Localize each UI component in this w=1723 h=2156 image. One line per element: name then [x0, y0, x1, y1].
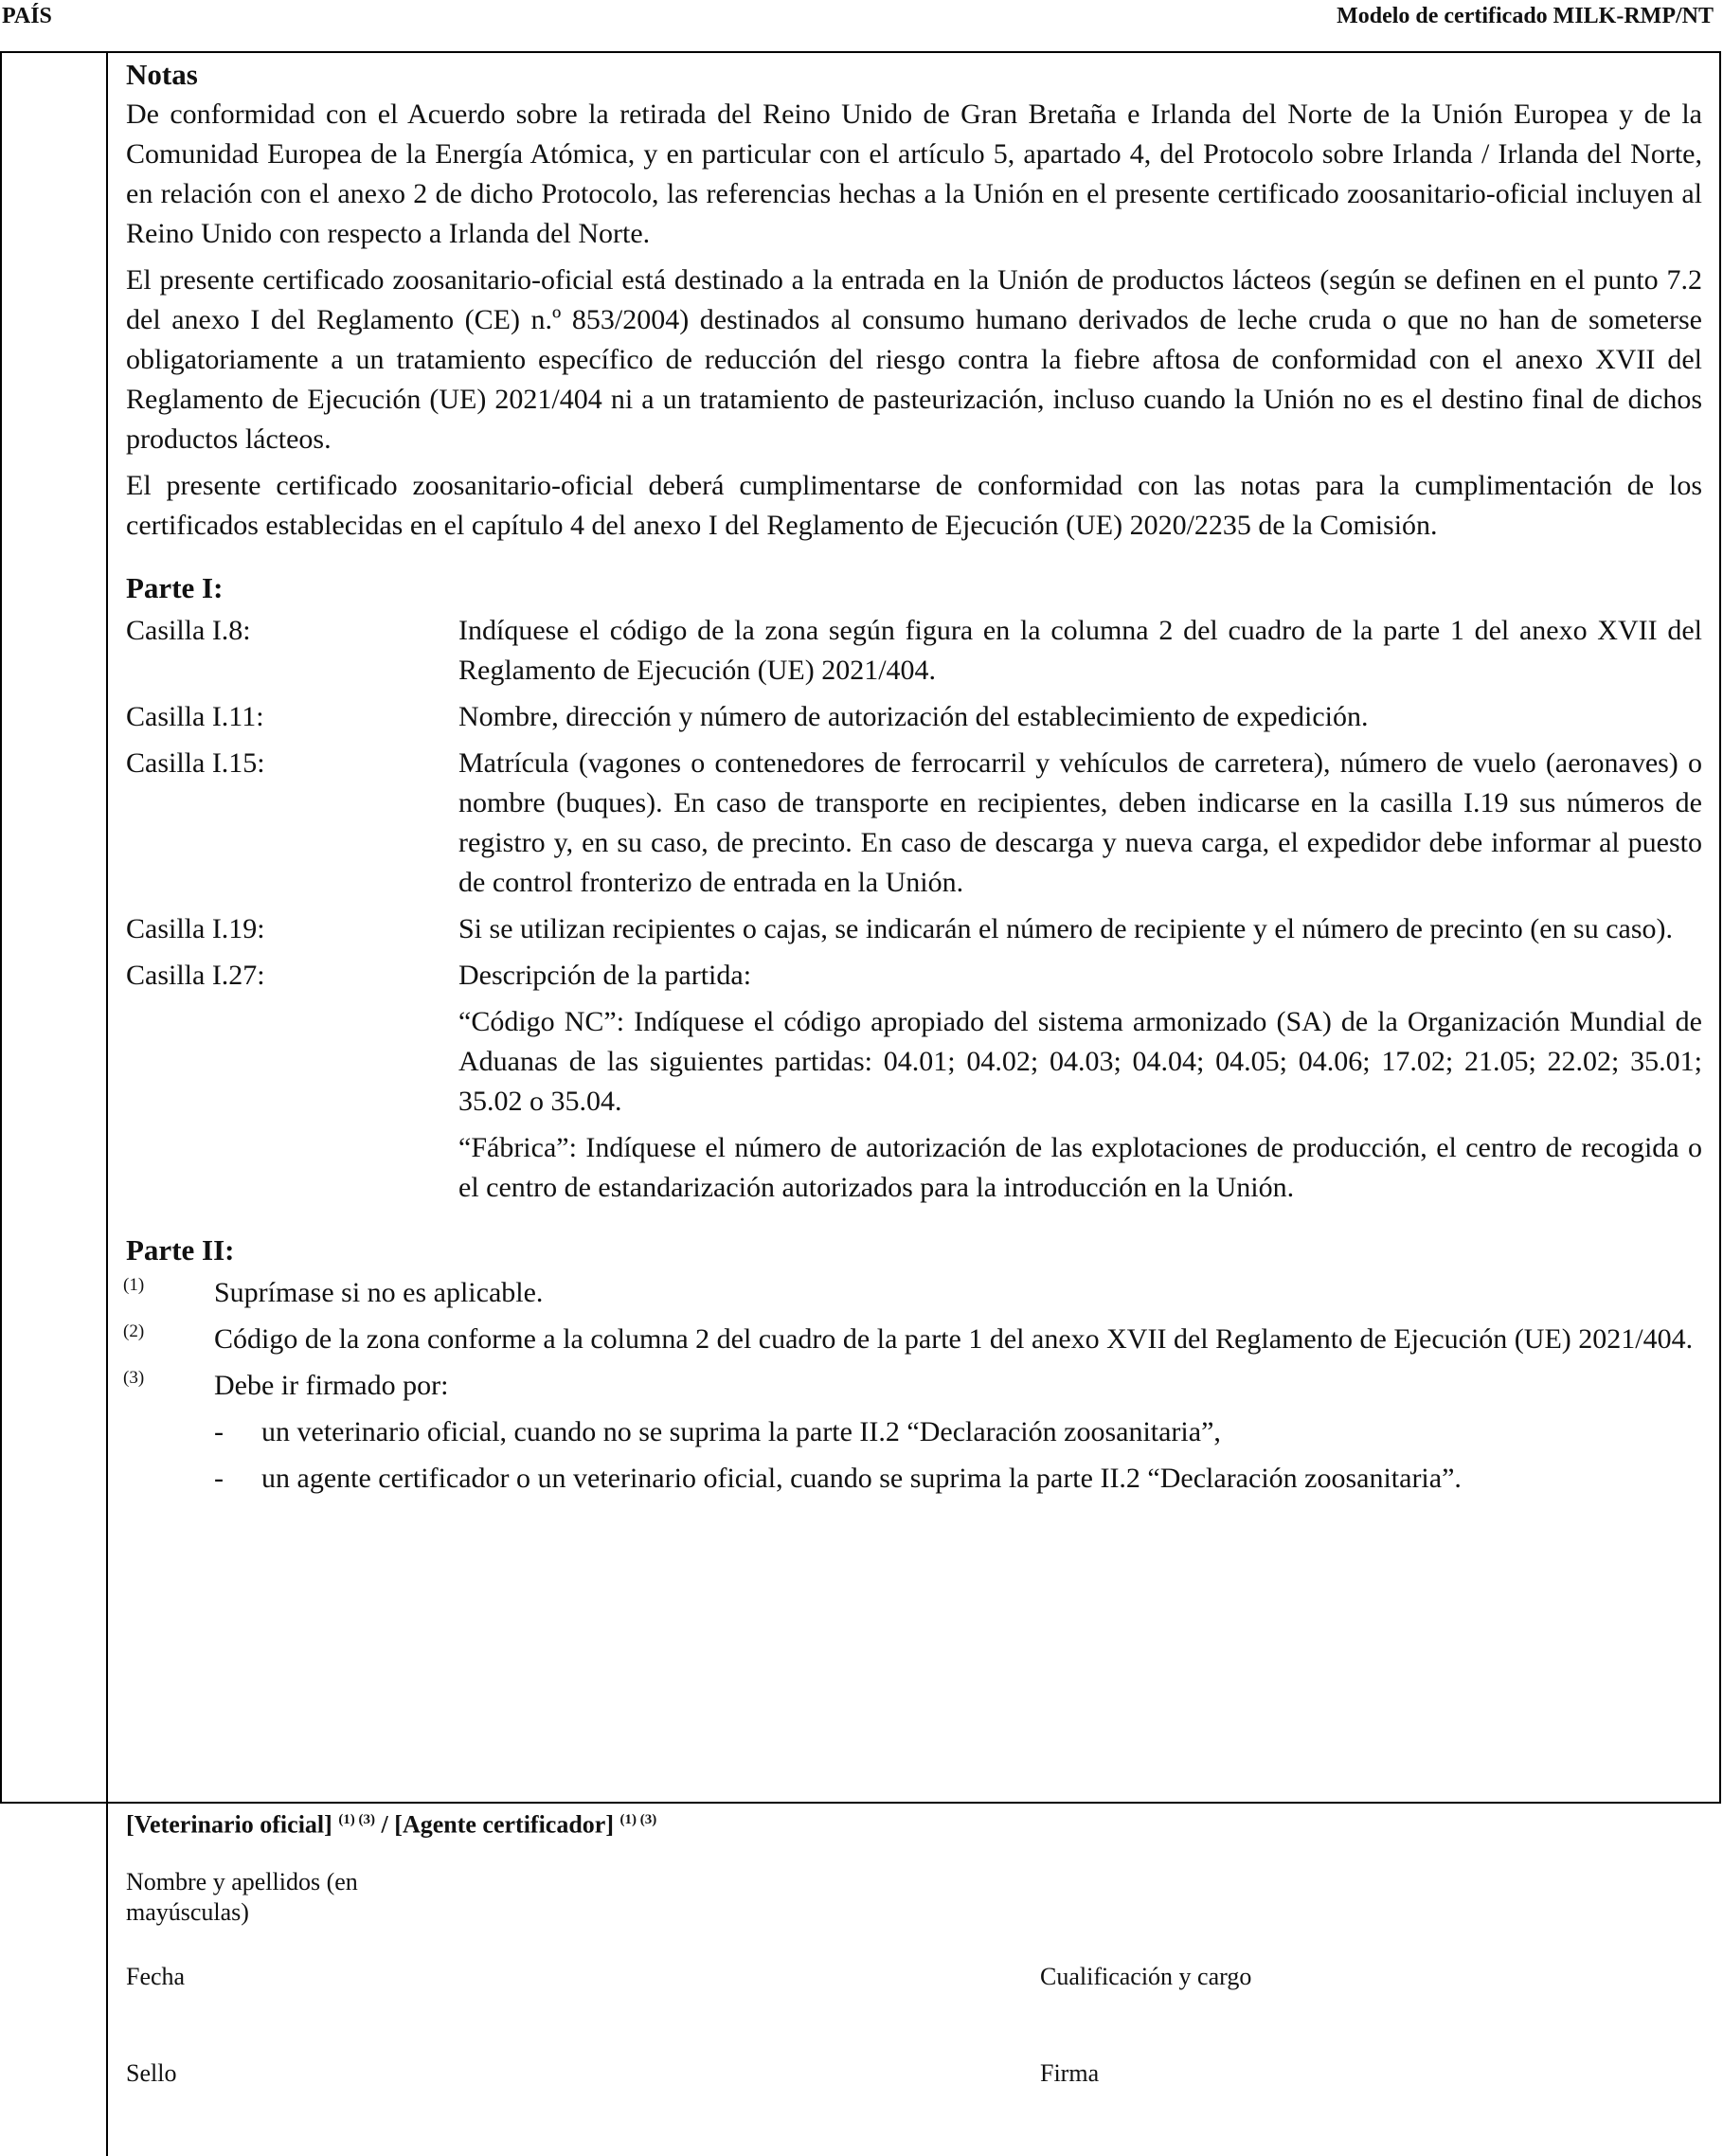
footnote: [123, 1366, 1702, 1499]
name-label-line: Nombre y apellidos (en: [126, 1868, 358, 1895]
signature-field-label: Firma: [1040, 2059, 1100, 2087]
dash-list-item: [214, 1459, 1702, 1499]
name-label-line: mayúsculas): [126, 1898, 249, 1926]
stamp-field-label: Sello: [126, 2059, 177, 2087]
qualification-field-label: Cualificación y cargo: [1040, 1963, 1252, 1990]
dash-text: un veterinario oficial, cuando no se suprima la parte II.2 “Declaración zoosanitaria”,: [261, 1416, 1221, 1447]
casilla-row: [126, 611, 1702, 691]
casilla-text: Descripción de la partida:: [458, 960, 752, 991]
parte-1-title: Parte I:: [126, 571, 224, 604]
agent-label: [Agente certificador]: [394, 1810, 614, 1839]
casilla-row: [126, 909, 1702, 949]
margin-divider: [106, 51, 108, 2156]
notes-paragraph: El presente certificado zoosanitario-oficial está destinado a la entrada en la Unión de productos lácteos (según se definen en el punto 7.2 del anexo I del Reglamento (CE) n.º 853/2004) destinados al consumo humano derivados de leche cruda o que no han de someterse obligatoriamente a un tratamiento específico de reducción del riesgo contra la fiebre aftosa de conformidad con el anexo XVII del Reglamento de Ejecución (UE) 2021/404 ni a un tratamiento de pasteurización, incluso cuando la Unión no es el destino final de dichos productos lácteos.: [126, 264, 1702, 455]
casilla-label: Casilla I.15:: [126, 747, 265, 779]
casilla-label: Casilla I.11:: [126, 701, 264, 732]
dash-bullet: -: [214, 1463, 224, 1494]
casilla-row: [126, 956, 1702, 1208]
footnote: [123, 1320, 1702, 1359]
footnote-text: Suprímase si no es aplicable.: [214, 1277, 544, 1308]
footnote-number: (3): [123, 1368, 145, 1388]
dash-bullet: -: [214, 1416, 224, 1447]
casilla-text: Matrícula (vagones o contenedores de ferrocarril y vehículos de carretera), número de vuelo (aeronaves) o nombre (buques). En caso de transporte en recipientes, deben indicarse en la casilla I.19 sus números de registro y, en su caso, de precinto. En caso de descarga y nueva carga, el expedidor debe informar al puesto de control fronterizo de entrada en la Unión.: [458, 747, 1702, 898]
footnote-text: Debe ir firmado por:: [214, 1370, 449, 1401]
vet-label: [Veterinario oficial]: [126, 1810, 332, 1839]
casilla-text: Nombre, dirección y número de autorización del establecimiento de expedición.: [458, 701, 1369, 732]
signatory-title: [126, 1805, 656, 1841]
header-model: Modelo de certificado MILK-RMP/NT: [1337, 4, 1714, 28]
date-field-label: Fecha: [126, 1963, 186, 1990]
notes-title: Notas: [126, 58, 198, 91]
casilla-text: Si se utilizan recipientes o cajas, se indicarán el número de recipiente y el número de precinto (en su caso).: [458, 913, 1674, 944]
dash-list-item: [214, 1412, 1702, 1452]
footnote-number: (2): [123, 1321, 145, 1341]
casilla-label: Casilla I.27:: [126, 960, 265, 991]
notes-content: [123, 55, 1702, 1505]
footnote-text: Código de la zona conforme a la columna 2 del cuadro de la parte 1 del anexo XVII del Reglamento de Ejecución (UE) 2021/404.: [214, 1323, 1694, 1355]
casilla-row: [126, 744, 1702, 903]
footnote: [123, 1273, 1702, 1313]
casilla-subtext: “Fábrica”: Indíquese el número de autorización de las explotaciones de producción, el centro de recogida o el centro de estandarización autorizados para la introducción en la Unión.: [458, 1132, 1702, 1203]
casilla-label: Casilla I.8:: [126, 615, 251, 646]
parte-2-title: Parte II:: [126, 1233, 235, 1267]
header-country: PAÍS: [2, 4, 52, 28]
agent-refs: (1) (3): [619, 1812, 657, 1827]
name-field-label: [126, 1867, 358, 1928]
footnote-number: (1): [123, 1275, 145, 1295]
casilla-label: Casilla I.19:: [126, 913, 265, 944]
casilla-text: Indíquese el código de la zona según figura en la columna 2 del cuadro de la parte 1 del anexo XVII del Reglamento de Ejecución (UE) 2021/404.: [458, 615, 1702, 686]
notes-paragraph: El presente certificado zoosanitario-oficial deberá cumplimentarse de conformidad con las notas para la cumplimentación de los certificados establecidas en el capítulo 4 del anexo I del Reglamento de Ejecución (UE) 2020/2235 de la Comisión.: [126, 470, 1702, 541]
signatory-separator: /: [375, 1810, 395, 1839]
vet-refs: (1) (3): [338, 1812, 376, 1827]
casilla-subtext: “Código NC”: Indíquese el código apropiado del sistema armonizado (SA) de la Organización Mundial de Aduanas de las siguientes partidas: 04.01; 04.02; 04.03; 04.04; 04.05; 04.06; 17.02; 21.05; 22.02; 35.01; 35.02 o 35.04.: [458, 1006, 1702, 1117]
notes-paragraph: De conformidad con el Acuerdo sobre la retirada del Reino Unido de Gran Bretaña e Irlanda del Norte de la Unión Europea y de la Comunidad Europea de la Energía Atómica, y en particular con el artículo 5, apartado 4, del Protocolo sobre Irlanda / Irlanda del Norte, en relación con el anexo 2 de dicho Protocolo, las referencias hechas a la Unión en el presente certificado zoosanitario-oficial incluyen al Reino Unido con respecto a Irlanda del Norte.: [126, 99, 1702, 249]
dash-text: un agente certificador o un veterinario oficial, cuando se suprima la parte II.2 “Declaración zoosanitaria”.: [261, 1463, 1462, 1494]
casilla-row: [126, 697, 1702, 737]
